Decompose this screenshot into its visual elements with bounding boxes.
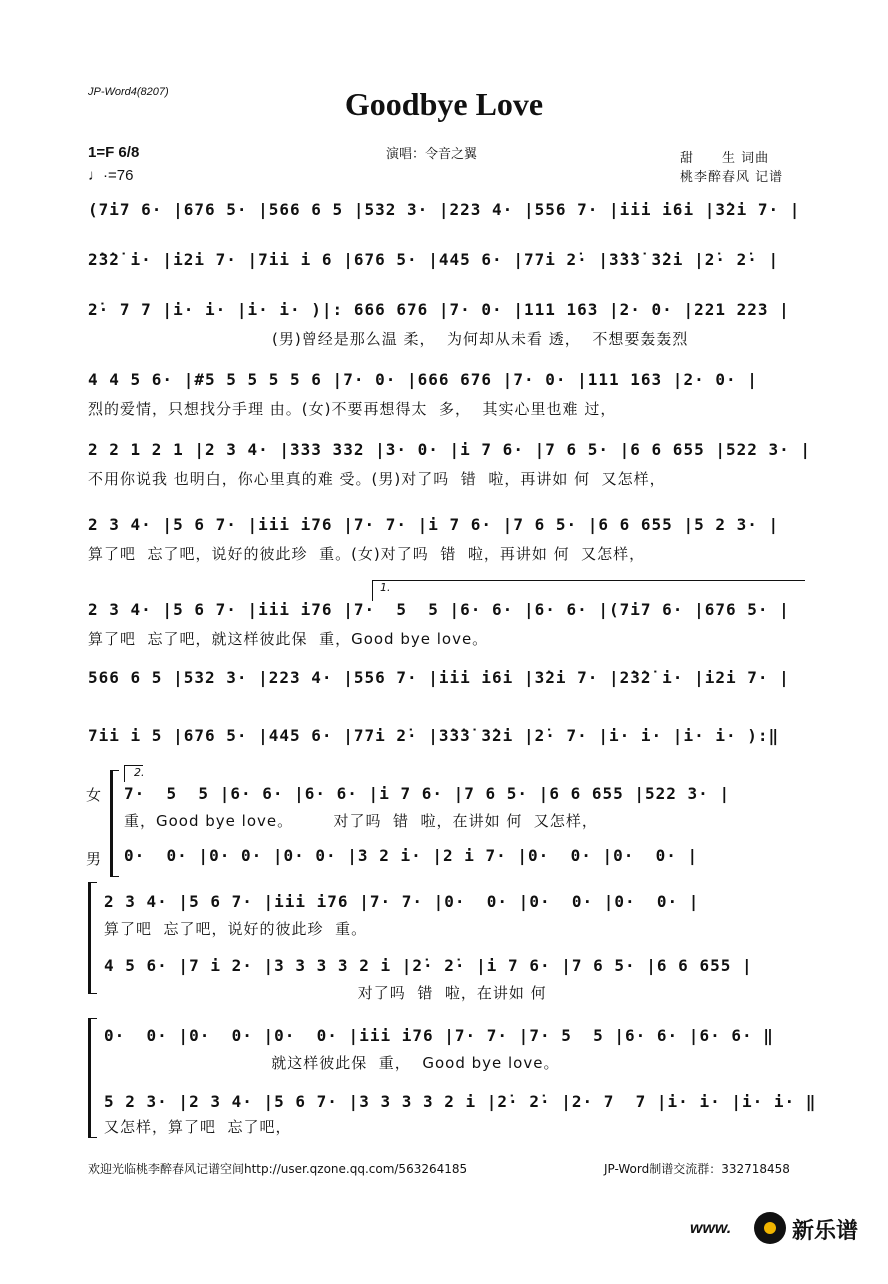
- tempo-marking: ♩·=76: [88, 167, 134, 184]
- duet-3-upper-notes: 0· 0· |0· 0· |0· 0· |iii i76 |7· 7· |7· 5 5 |6· 6· |6· 6· ‖: [104, 1026, 774, 1045]
- lyrics-line-4: 烈的爱情，只想找分手理 由。(女)不要再想得太 多， 其实心里也难 过，: [88, 400, 617, 418]
- duet-brace-1: [110, 770, 119, 877]
- duet-2-upper-notes: 2 3 4· |5 6 7· |iii i76 |7· 7· |0· 0· |0· 0· |0· 0· |: [104, 892, 700, 911]
- duet-3-lower-notes: 5 2 3· |2 3 4· |5 6 7· |3 3 3 3 2 i |2̇· 2̇· |2· 7 7 |i· i· |i· i· ‖: [104, 1092, 817, 1111]
- lyrics-line-6: 算了吧 忘了吧，说好的彼此珍 重。(女)对了吗 错 啦，再讲如 何 又怎样，: [88, 545, 646, 563]
- duet-2-lower-notes: 4 5 6· |7 i 2· |3 3 3 3 2 i |2̇· 2̇· |i 7 6· |7 6 5· |6 6 655 |: [104, 956, 753, 975]
- singer-credit: 演唱：令音之翼: [386, 147, 478, 162]
- footer-left-link[interactable]: 欢迎光临桃李醉春风记谱空间http://user.qzone.qq.com/563264185: [88, 1162, 468, 1176]
- score-system-9: 7ii i 5 |676 5· |445 6· |77i 2̇· |3̇3̇3̇ 3̇2i |2̇· 7· |i· i· |i· i· ):‖: [88, 726, 780, 745]
- duet-2-upper-lyrics: 算了吧 忘了吧，说好的彼此珍 重。: [104, 920, 368, 938]
- score-system-1: (7i7 6· |676 5· |566 6 5 |532 3· |223 4· |556 7· |iii i6i |3̇2i 7· |: [88, 200, 801, 219]
- score-system-5: 2 2 1 2 1 |2 3 4· |333 332 |3· 0· |i 7 6· |7 6 5· |6 6 655 |522 3· |: [88, 440, 812, 459]
- site-logo[interactable]: [690, 1208, 880, 1248]
- lyrics-line-7: 算了吧 忘了吧，就这样彼此保 重，Good bye love。: [88, 630, 489, 648]
- volta-bracket-1: [372, 580, 805, 601]
- score-system-8: 566 6 5 |532 3· |223 4· |556 7· |iii i6i |3̇2i 7· |2̇3̇2̇ i· |i2i 7· |: [88, 668, 790, 687]
- volta-label-1: 1.: [380, 581, 391, 594]
- duet-brace-2: [88, 882, 97, 994]
- duet-brace-3: [88, 1018, 97, 1138]
- duet-2-lower-lyrics: 对了吗 错 啦，在讲如 何: [104, 984, 547, 1002]
- score-system-6: 2 3 4· |5 6 7· |iii i76 |7· 7· |i 7 6· |7 6 5· |6 6 655 |5 2 3· |: [88, 515, 780, 534]
- logo-www-text: www.: [690, 1220, 732, 1237]
- duet-3-lower-lyrics: 又怎样，算了吧 忘了吧，: [104, 1118, 292, 1136]
- score-system-3: 2̇· 7 7 |i· i· |i· i· )|: 666 676 |7· 0· |111 163 |2· 0· |221 223 |: [88, 300, 790, 319]
- duet-1-upper-lyrics: 重，Good bye love。 对了吗 错 啦，在讲如 何 又怎样，: [124, 812, 598, 830]
- lyrics-line-3: (男)曾经是那么温 柔， 为何却从未看 透， 不想要轰轰烈: [272, 330, 689, 348]
- score-system-2: 2̇3̇2̇ i· |i2i 7· |7ii i 6 |676 5· |445 6· |77i 2̇· |3̇3̇3̇ 3̇2i |2̇· 2̇· |: [88, 250, 780, 269]
- footer-right-group: JP-Word制谱交流群：332718458: [604, 1162, 790, 1176]
- key-signature: 1=F 6/8: [88, 144, 140, 161]
- disc-icon: [754, 1212, 786, 1244]
- composer-credit: 甜 生 词曲: [680, 151, 770, 166]
- transcriber-credit: 桃李醉春风 记谱: [680, 170, 784, 185]
- duet-1-upper-notes: 7· 5 5 |6· 6· |6· 6· |i 7 6· |7 6 5· |6 6 655 |522 3· |: [124, 784, 731, 803]
- score-system-4: 4 4 5 6· |#5 5 5 5 5 6 |7· 0· |666 676 |7· 0· |111 163 |2· 0· |: [88, 370, 758, 389]
- volta-label-2: 2.: [134, 766, 145, 779]
- duet-1-lower-notes: 0· 0· |0· 0· |0· 0· |3 2 i· |2 i 7· |0· 0· |0· 0· |: [124, 846, 699, 865]
- score-system-7: 2 3 4· |5 6 7· |iii i76 |7· 5 5 |6· 6· |6· 6· |(7i7 6· |676 5· |: [88, 600, 790, 619]
- song-title: Goodbye Love: [344, 86, 544, 122]
- logo-name: 新乐谱: [792, 1219, 859, 1244]
- duet-3-upper-lyrics: 就这样彼此保 重， Good bye love。: [104, 1054, 560, 1072]
- lyrics-line-5: 不用你说我 也明白，你心里真的难 受。(男)对了吗 错 啦，再讲如 何 又怎样，: [88, 470, 666, 488]
- female-part-label: 女: [86, 786, 102, 804]
- source-label: JP-Word4(8207): [88, 86, 169, 98]
- male-part-label: 男: [86, 850, 102, 868]
- disc-center-icon: [764, 1222, 776, 1234]
